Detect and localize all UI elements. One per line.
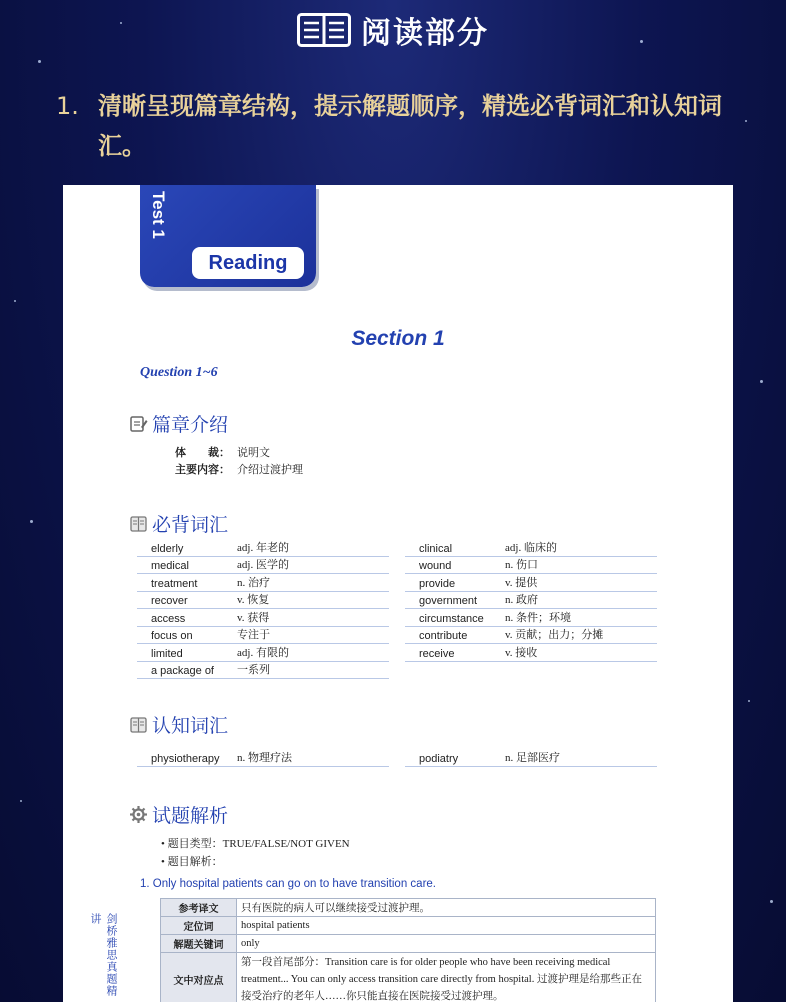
page-header bbox=[0, 8, 786, 52]
vocab-row: podiatry n. 足部医疗 bbox=[405, 749, 657, 767]
vocab-column-right bbox=[405, 539, 657, 679]
star bbox=[760, 380, 763, 383]
analysis-table bbox=[160, 898, 656, 1002]
analysis-heading bbox=[129, 801, 228, 828]
cognitive-vocab-heading bbox=[129, 711, 228, 738]
feature-intro bbox=[56, 86, 746, 166]
meta-row-content bbox=[175, 461, 303, 478]
vocab-row: contribute v. 贡献；出力；分摊 bbox=[405, 627, 657, 645]
section-title: Section 1 bbox=[351, 327, 445, 350]
must-vocab-table bbox=[137, 539, 657, 679]
vocab-row: wound n. 伤口 bbox=[405, 557, 657, 575]
table-row: 参考译文 只有医院的病人可以继续接受过渡护理。 bbox=[161, 899, 656, 917]
document-page bbox=[63, 185, 733, 1002]
vocab-row: medical adj. 医学的 bbox=[137, 557, 389, 575]
heading-text: 试题解析 bbox=[152, 805, 229, 827]
intro-text: 清晰呈现篇章结构，提示解题顺序，精选必背词汇和认知词汇。 bbox=[98, 92, 722, 160]
vocab-row: elderly adj. 年老的 bbox=[137, 539, 389, 557]
question-1: 1. Only hospital patients can go on to have transition care. bbox=[140, 878, 436, 890]
meta-row-genre bbox=[175, 444, 303, 461]
meta-key: 主要内容： bbox=[175, 463, 230, 476]
book-open-icon bbox=[129, 514, 148, 533]
passage-intro-heading bbox=[129, 410, 228, 437]
table-row: 定位词 hospital patients bbox=[161, 917, 656, 935]
vocab-column-left bbox=[137, 539, 389, 679]
meta-value: 说明文 bbox=[237, 446, 270, 459]
star bbox=[748, 700, 750, 702]
book-open-icon bbox=[129, 715, 148, 734]
cognitive-vocab-table bbox=[137, 749, 657, 767]
test-label: Test 1 bbox=[149, 191, 168, 239]
intro-number: 1. bbox=[56, 92, 79, 120]
reading-label: Reading bbox=[192, 247, 304, 279]
book-icon bbox=[297, 13, 351, 47]
star bbox=[38, 60, 41, 63]
gear-icon bbox=[129, 805, 148, 824]
vocab-row: focus on 专注于 bbox=[137, 627, 389, 645]
vocab-row: receive v. 接收 bbox=[405, 644, 657, 662]
vocab-row: physiotherapy n. 物理疗法 bbox=[137, 749, 389, 767]
heading-text: 认知词汇 bbox=[152, 715, 229, 737]
meta-value: 介绍过渡护理 bbox=[237, 463, 303, 476]
side-book-label: 剑桥雅思真题精讲 bbox=[89, 913, 118, 997]
vocab-column-left bbox=[137, 749, 389, 767]
table-row: 文中对应点 第一段首尾部分：Transition care is for older people who have been receiving medical treatment... You can only access transition care directly from hospital. 过渡护理是给那些正在接受治疗的老年人……你只能直接在医院接受过渡护理。 bbox=[161, 953, 656, 1002]
passage-meta bbox=[175, 444, 303, 478]
table-row: 解题关键词 only bbox=[161, 935, 656, 953]
vocab-row: treatment n. 治疗 bbox=[137, 574, 389, 592]
vocab-row: a package of 一系列 bbox=[137, 662, 389, 680]
bullet-type: • 题目类型：TRUE/FALSE/NOT GIVEN bbox=[161, 838, 350, 850]
vocab-row: limited adj. 有限的 bbox=[137, 644, 389, 662]
heading-text: 篇章介绍 bbox=[152, 414, 229, 436]
vocab-row: provide v. 提供 bbox=[405, 574, 657, 592]
star bbox=[14, 300, 16, 302]
question-range: Question 1~6 bbox=[140, 365, 218, 380]
star bbox=[20, 800, 22, 802]
vocab-row: circumstance n. 条件；环境 bbox=[405, 609, 657, 627]
must-vocab-heading bbox=[129, 510, 228, 537]
vocab-column-right bbox=[405, 749, 657, 767]
test-tab bbox=[140, 185, 316, 287]
star bbox=[770, 900, 773, 903]
vocab-row: clinical adj. 临床的 bbox=[405, 539, 657, 557]
star bbox=[30, 520, 33, 523]
vocab-row: access v. 获得 bbox=[137, 609, 389, 627]
meta-key: 体 裁： bbox=[175, 446, 230, 459]
analysis-bullets bbox=[161, 835, 350, 871]
document-edit-icon bbox=[129, 414, 148, 433]
bullet-analysis: • 题目解析： bbox=[161, 856, 223, 868]
vocab-row: recover v. 恢复 bbox=[137, 592, 389, 610]
vocab-row: government n. 政府 bbox=[405, 592, 657, 610]
page-title: 阅读部分 bbox=[361, 16, 489, 51]
heading-text: 必背词汇 bbox=[152, 514, 229, 536]
